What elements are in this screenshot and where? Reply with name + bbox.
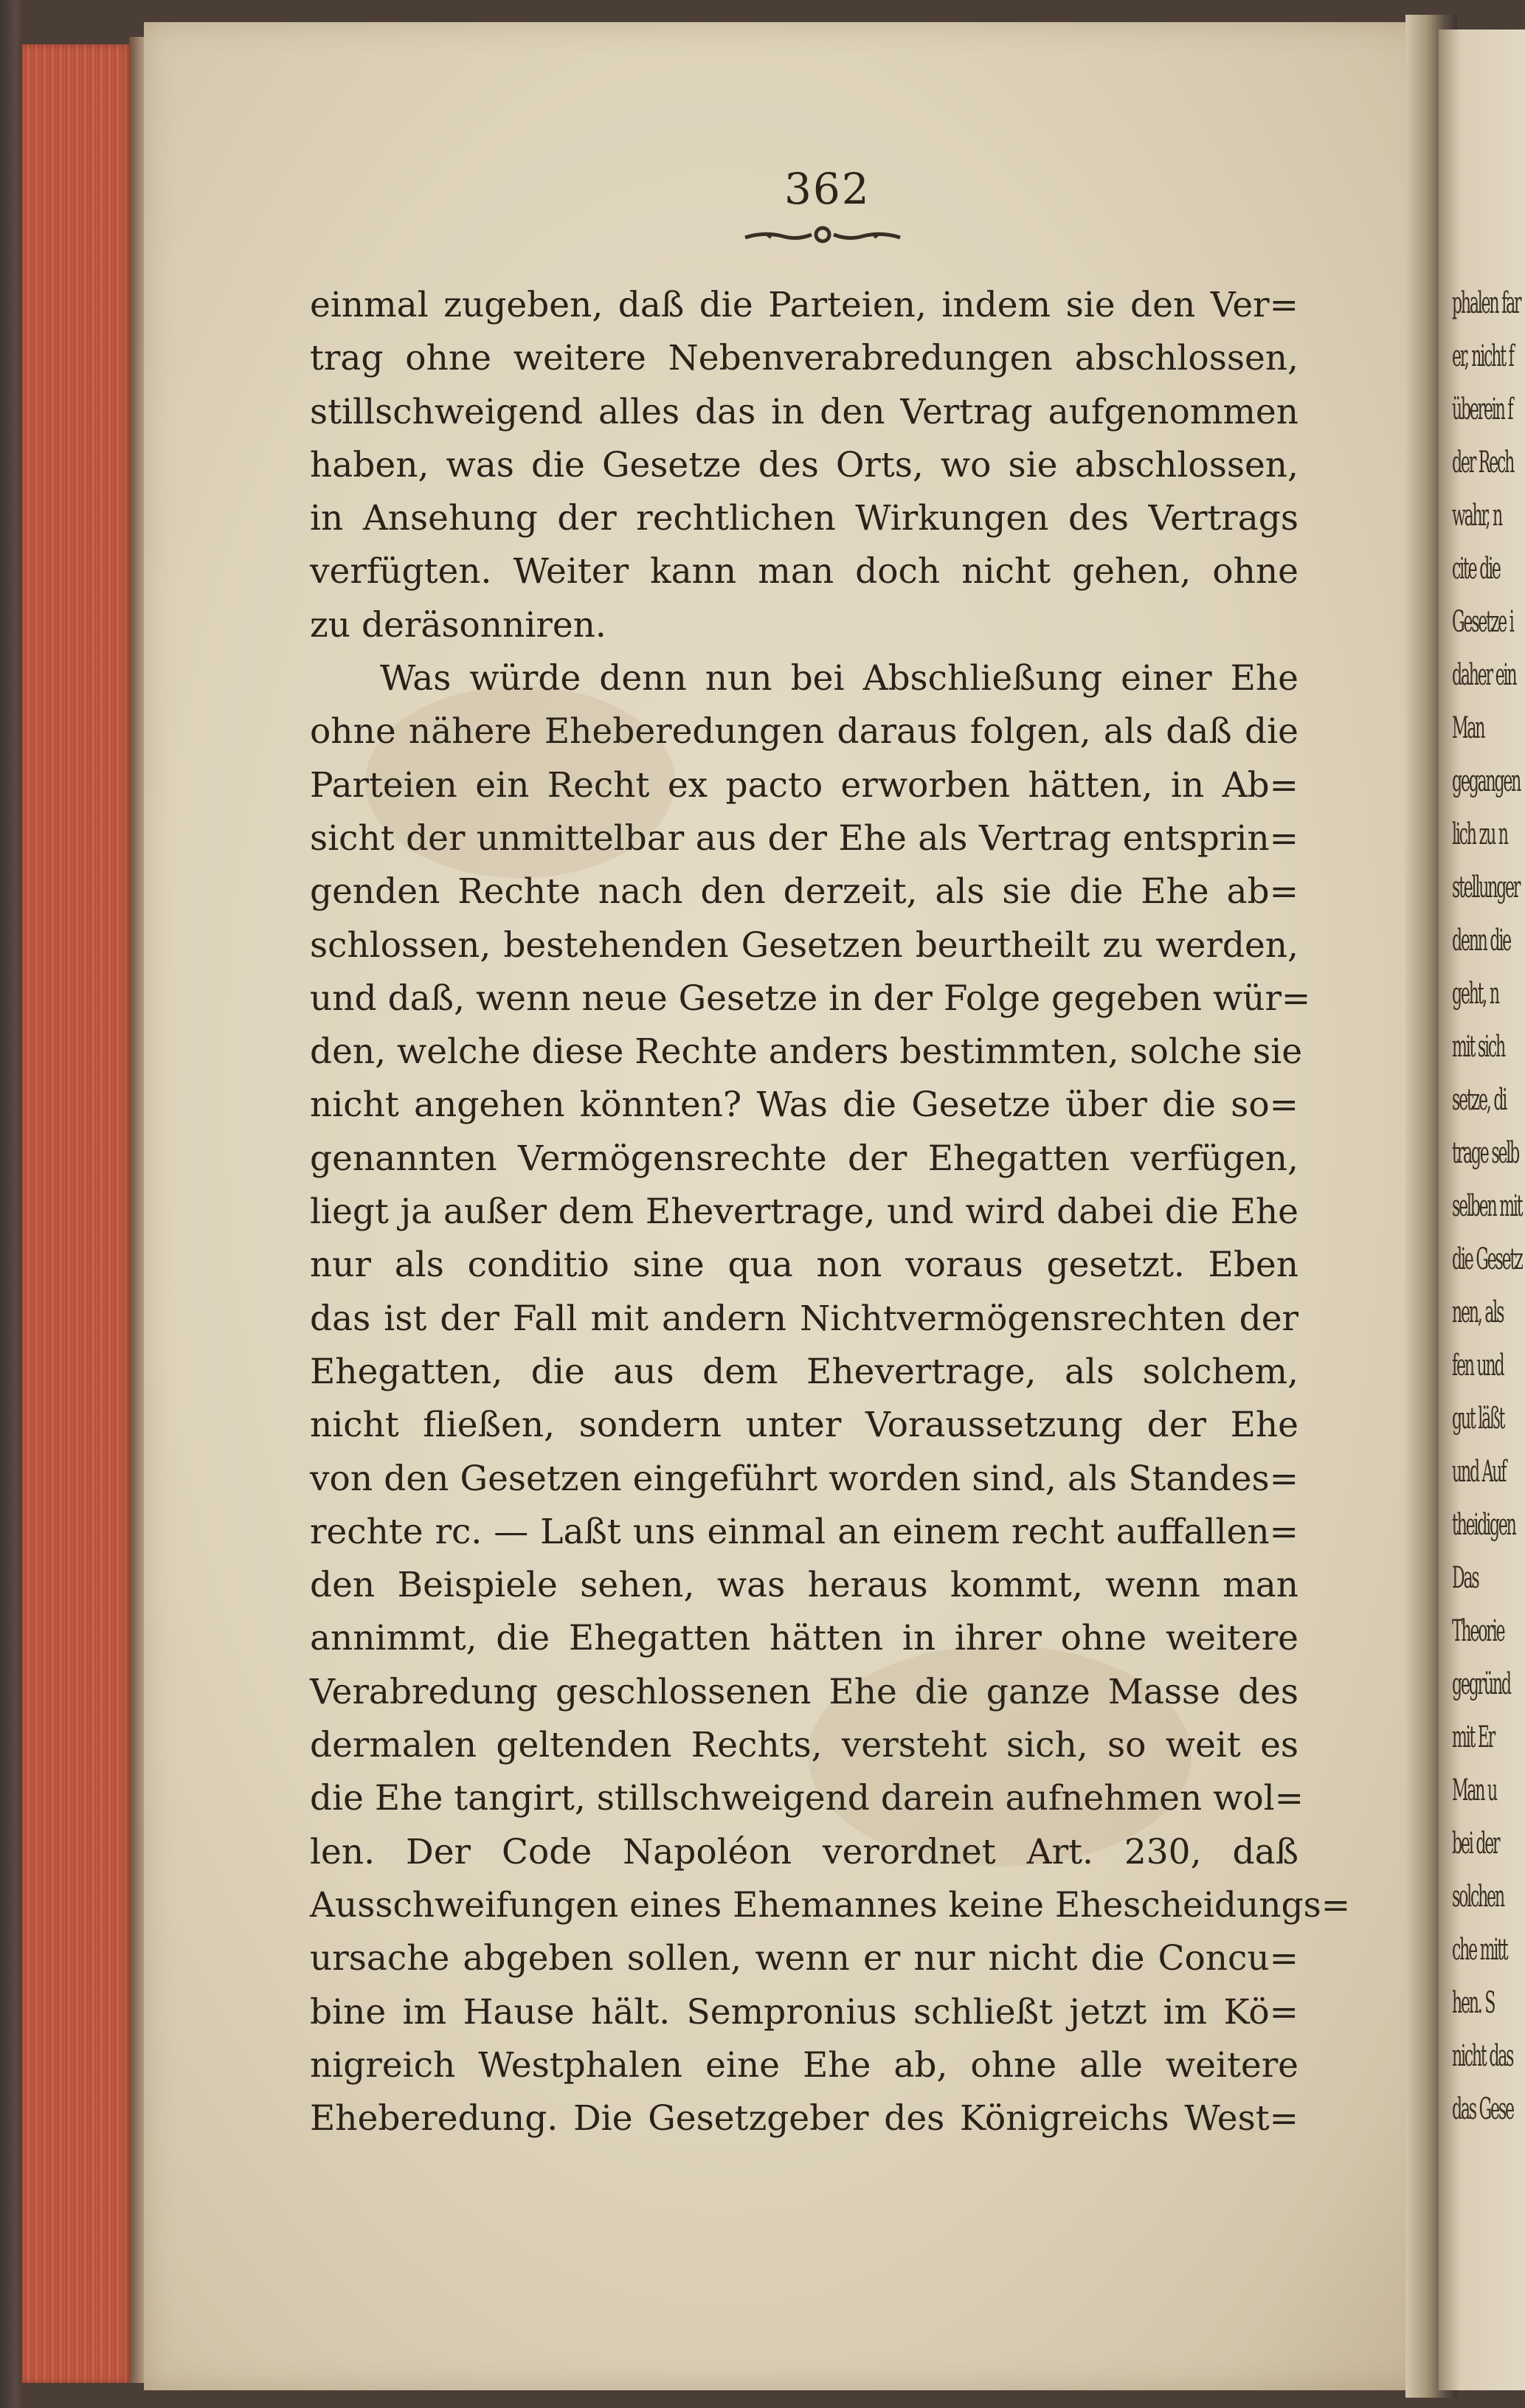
facing-line: Gesetze i (1452, 605, 1513, 639)
facing-line: selben mit (1452, 1189, 1522, 1223)
facing-line: gegangen (1452, 764, 1521, 798)
facing-line: Man u (1452, 1774, 1496, 1807)
text-line: von den Gesetzen eingeführt worden sind, als Standes= (310, 1458, 1299, 1499)
facing-line: trage selb (1452, 1136, 1519, 1170)
text-line: len. Der Code Napoléon verordnet Art. 230, daß (310, 1831, 1299, 1872)
facing-line: gut läßt (1452, 1402, 1504, 1436)
facing-line: che mitt (1452, 1933, 1507, 1967)
text-line: Verabredung geschlossenen Ehe die ganze Masse des (310, 1671, 1299, 1712)
text-line: einmal zugeben, daß die Parteien, indem sie den Ver= (310, 285, 1299, 325)
text-line: nicht angehen könnten? Was die Gesetze über die so= (310, 1084, 1299, 1126)
text-line: den, welche diese Rechte anders bestimmten, solche sie (310, 1031, 1303, 1073)
facing-line: setze, di (1452, 1083, 1507, 1117)
body-text (310, 279, 1351, 2145)
text-line: sicht der unmittelbar aus der Ehe als Vertrag entsprin= (310, 817, 1299, 859)
text-line: Parteien ein Recht ex pacto erworben hätten, in Ab= (310, 764, 1299, 806)
text-line: nicht fließen, sondern unter Voraussetzung der Ehe (310, 1405, 1299, 1446)
facing-line: mit sich (1452, 1030, 1504, 1064)
facing-line: Man (1452, 711, 1484, 745)
facing-line: mit Er (1452, 1720, 1495, 1754)
ornament-divider-icon (741, 221, 904, 251)
text-line: nur als conditio sine qua non voraus gesetzt. Eben (310, 1245, 1299, 1286)
page-edges (22, 44, 133, 2383)
text-line: schlossen, bestehenden Gesetzen beurtheilt zu werden, (310, 924, 1299, 966)
facing-line: denn die (1452, 924, 1510, 958)
facing-line: die Gesetz (1452, 1242, 1522, 1276)
text-line: verfügten. Weiter kann man doch nicht gehen, ohne (310, 551, 1299, 592)
facing-line: theidigen (1452, 1508, 1515, 1542)
text-line: genannten Vermögensrechte der Ehegatten verfügen, (310, 1138, 1299, 1179)
text-line: haben, was die Gesetze des Orts, wo sie abschlossen, (310, 444, 1299, 485)
facing-line: daher ein (1452, 658, 1516, 692)
facing-line: gegründ (1452, 1667, 1510, 1701)
facing-line: er, nicht f (1452, 339, 1513, 373)
text-line: die Ehe tangirt, stillschweigend darein aufnehmen wol= (310, 1778, 1304, 1819)
text-line: bine im Hause hält. Sempronius schließt jetzt im Kö= (310, 1991, 1299, 2032)
text-line: Ausschweifungen eines Ehemannes keine Ehescheidungs= (310, 1884, 1351, 1926)
text-line: liegt ja außer dem Ehevertrage, und wird dabei die Ehe (310, 1191, 1299, 1233)
facing-line: hen. S (1452, 1986, 1495, 2020)
text-line: stillschweigend alles das in den Vertrag aufgenommen (310, 391, 1299, 432)
facing-line: cite die (1452, 552, 1500, 586)
facing-page-text (1452, 277, 1522, 2136)
text-line: trag ohne weitere Nebenverabredungen abschlossen, (310, 338, 1299, 379)
facing-line: Theorie (1452, 1614, 1504, 1648)
text-line: Eheberedung. Die Gesetzgeber des Königreichs West= (310, 2098, 1299, 2139)
facing-line: wahr, n (1452, 499, 1501, 533)
facing-line: lich zu n (1452, 817, 1507, 851)
text-line: nigreich Westphalen eine Ehe ab, ohne alle weitere (310, 2044, 1299, 2086)
facing-line: nicht das (1452, 2039, 1513, 2073)
facing-line: nen, als (1452, 1295, 1504, 1329)
text-line: ohne nähere Eheberedungen daraus folgen, als daß die (310, 711, 1299, 752)
facing-line: der Rech (1452, 446, 1514, 480)
facing-line: bei der (1452, 1827, 1499, 1861)
text-line: Ehegatten, die aus dem Ehevertrage, als solchem, (310, 1351, 1299, 1392)
text-line: zu deräsonniren. (310, 604, 606, 646)
text-line: in Ansehung der rechtlichen Wirkungen des Vertrags (310, 498, 1299, 539)
facing-line: solchen (1452, 1880, 1504, 1914)
facing-line: phalen far (1452, 286, 1521, 320)
text-line: das ist der Fall mit andern Nichtvermögensrechten der (310, 1298, 1299, 1339)
text-line: ursache abgeben sollen, wenn er nur nicht die Concu= (310, 1938, 1299, 1979)
facing-line: überein f (1452, 392, 1512, 426)
text-line: und daß, wenn neue Gesetze in der Folge gegeben wür= (310, 978, 1311, 1019)
text-line: rechte rc. — Laßt uns einmal an einem recht auffallen= (310, 1511, 1299, 1552)
text-line: Was würde denn nun bei Abschließung einer Ehe (380, 658, 1299, 699)
facing-line: fen und (1452, 1349, 1504, 1383)
facing-line: geht, n (1452, 977, 1498, 1011)
text-line: dermalen geltenden Rechts, versteht sich, so weit es (310, 1725, 1299, 1766)
page-number: 362 (784, 164, 871, 214)
text-line: genden Rechte nach den derzeit, als sie die Ehe ab= (310, 871, 1299, 913)
text-line: den Beispiele sehen, was heraus kommt, wenn man (310, 1565, 1299, 1606)
facing-line: Das (1452, 1561, 1479, 1595)
facing-line: und Auf (1452, 1455, 1506, 1489)
text-line: annimmt, die Ehegatten hätten in ihrer ohne weitere (310, 1618, 1299, 1659)
facing-line: das Gese (1452, 2092, 1513, 2126)
facing-line: stellunger (1452, 871, 1520, 904)
